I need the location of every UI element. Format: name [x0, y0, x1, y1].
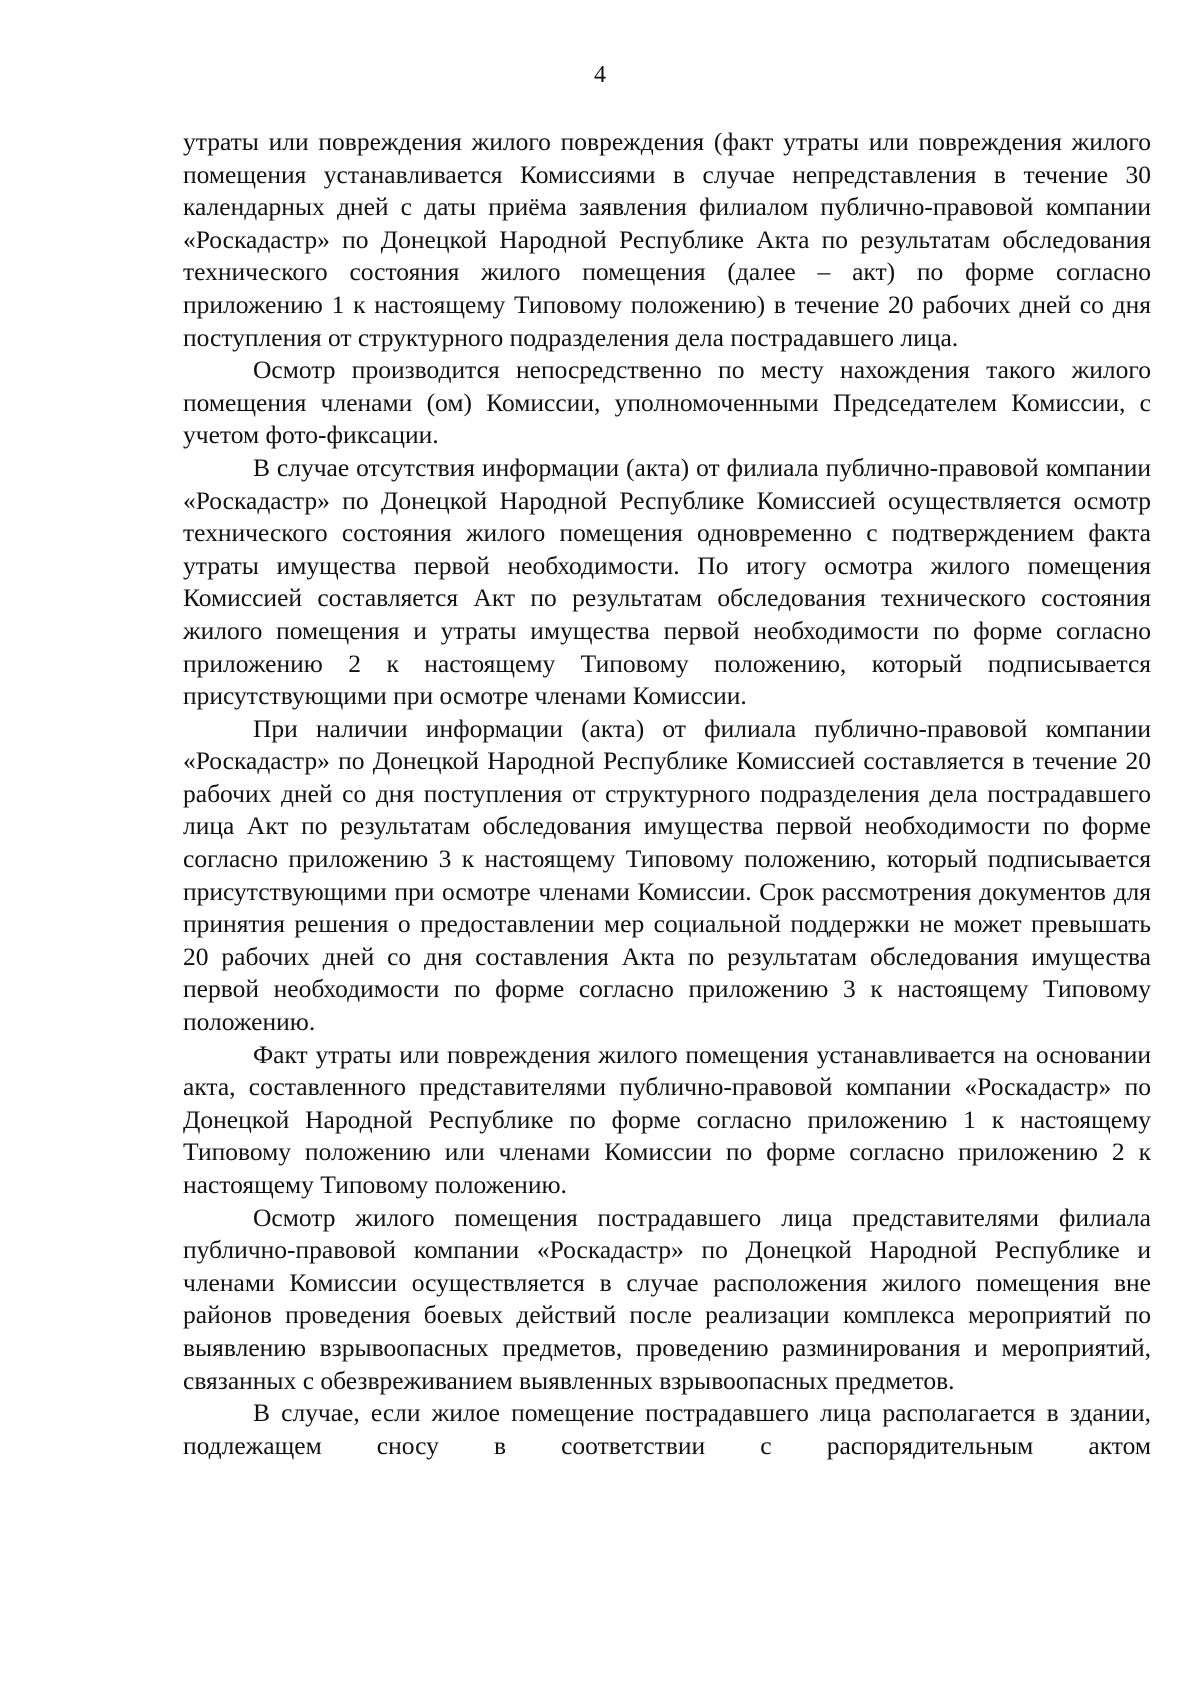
- paragraph-inspection: Осмотр производится непосредственно по месту нахождения такого жилого помещения членами (ом) Комиссии, уполномоченными Председателем Комиссии, с учетом фото-фиксации.: [183, 355, 1151, 450]
- paragraph-continuation: утраты или повреждения жилого повреждения (факт утраты или повреждения жилого помещения устанавливается Комиссиями в случае непредставления в течение 30 календарных дней с даты приёма заявления филиалом публично-правовой компании «Роскадастр» по Донецкой Народной Республике Акта по результатам обследования технического состояния жилого помещения (далее – акт) по форме согласно приложению 1 к настоящему Типовому положению) в течение 20 рабочих дней со дня поступления от структурного подразделения дела пострадавшего лица.: [183, 127, 1151, 352]
- paragraph-demolition: В случае, если жилое помещение пострадавшего лица располагается в здании, подлежащем сносу в соответствии с распорядительным актом: [183, 1398, 1151, 1460]
- paragraph-no-act: В случае отсутствия информации (акта) от филиала публично-правовой компании «Роскадастр» по Донецкой Народной Республике Комиссией осуществляется осмотр технического состояния жилого помещения одновременно с подтверждением факта утраты имущества первой необходимости. По итогу осмотра жилого помещения Комиссией составляется Акт по результатам обследования технического состояния жилого помещения и утраты имущества первой необходимости по форме согласно приложению 2 к настоящему Типовому положению, который подписывается присутствующими при осмотре членами Комиссии.: [183, 452, 1151, 711]
- page-number: 4: [594, 62, 606, 88]
- paragraph-with-act: При наличии информации (акта) от филиала публично-правовой компании «Роскадастр» по Донецкой Народной Республике Комиссией составляется в течение 20 рабочих дней со дня поступления от структурного подразделения дела пострадавшего лица Акт по результатам обследования имущества первой необходимости по форме согласно приложению 3 к настоящему Типовому положению, который подписывается присутствующими при осмотре членами Комиссии. Срок рассмотрения документов для принятия решения о предоставлении мер социальной поддержки не может превышать 20 рабочих дней со дня составления Акта по результатам обследования имущества первой необходимости по форме согласно приложению 3 к настоящему Типовому положению.: [183, 713, 1151, 1037]
- paragraph-inspection-conditions: Осмотр жилого помещения пострадавшего лица представителями филиала публично-правовой компании «Роскадастр» по Донецкой Народной Республике и членами Комиссии осуществляется в случае расположения жилого помещения вне районов проведения боевых действий после реализации комплекса мероприятий по выявлению взрывоопасных предметов, проведению разминирования и мероприятий, связанных с обезвреживанием выявленных взрывоопасных предметов.: [183, 1202, 1151, 1395]
- document-body: [183, 126, 1151, 1462]
- paragraph-loss-fact: Факт утраты или повреждения жилого помещения устанавливается на основании акта, составленного представителями публично-правовой компании «Роскадастр» по Донецкой Народной Республике по форме согласно приложению 1 к настоящему Типовому положению или членами Комиссии по форме согласно приложению 2 к настоящему Типовому положению.: [183, 1039, 1151, 1199]
